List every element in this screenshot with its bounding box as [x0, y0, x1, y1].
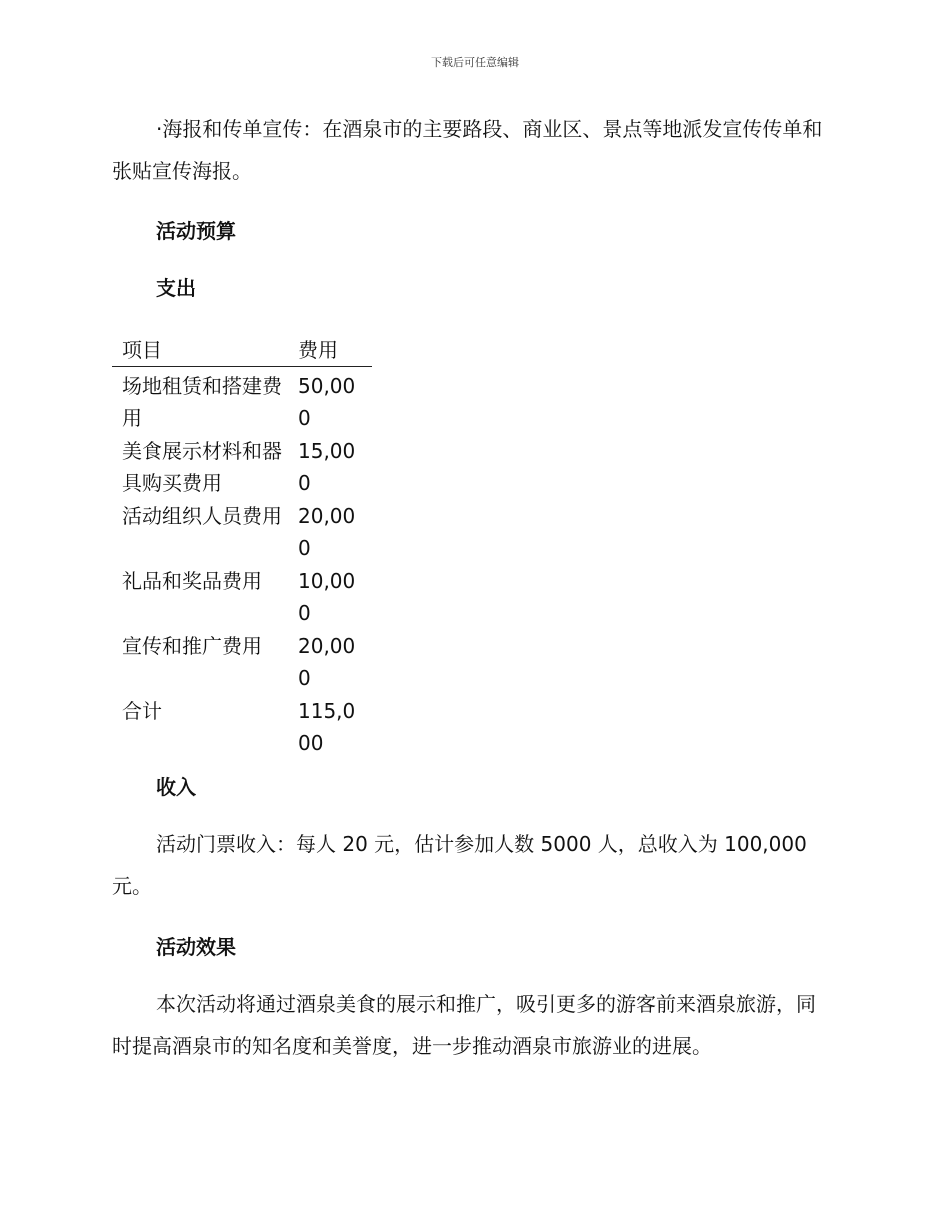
table-header-item: 项目: [112, 334, 288, 367]
page-header: 下载后可任意编辑: [431, 56, 519, 69]
table-cell-item: 礼品和奖品费用: [122, 569, 262, 593]
effect-heading: 活动效果: [156, 935, 236, 959]
table-cell-cost: 20,000: [298, 504, 356, 560]
table-cell-item: 场地租赁和搭建费用: [122, 374, 282, 430]
table-row: [112, 500, 372, 565]
table-row: [112, 565, 372, 630]
table-cell-cost: 20,000: [298, 634, 356, 690]
budget-heading: 活动预算: [156, 219, 236, 243]
table-row-total: [112, 695, 372, 760]
table-cell-cost: 15,000: [298, 439, 356, 495]
effect-paragraph: 本次活动将通过酒泉美食的展示和推广，吸引更多的游客前来酒泉旅游，同时提高酒泉市的知名度和美誉度，进一步推动酒泉市旅游业的进展。: [112, 992, 816, 1058]
table-cell-cost: 50,000: [298, 374, 356, 430]
table-cell-cost: 115,000: [298, 699, 356, 755]
table-cell-item: 美食展示材料和器具购买费用: [122, 439, 282, 495]
table-cell-item: 活动组织人员费用: [122, 504, 282, 528]
table-header-cost: 费用: [288, 334, 372, 367]
table-row: [112, 435, 372, 500]
table-row: [112, 630, 372, 695]
table-cell-item: 宣传和推广费用: [122, 634, 262, 658]
table-cell-cost: 10,000: [298, 569, 356, 625]
table-header-row: [112, 334, 372, 367]
table-row: [112, 367, 372, 436]
income-heading: 收入: [156, 775, 196, 799]
expense-heading: 支出: [156, 276, 196, 300]
expense-table: [112, 334, 372, 760]
promo-paragraph: ·海报和传单宣传：在酒泉市的主要路段、商业区、景点等地派发宣传传单和张贴宣传海报。: [112, 117, 823, 183]
table-cell-item: 合计: [122, 699, 162, 723]
income-paragraph: 活动门票收入：每人 20 元，估计参加人数 5000 人，总收入为 100,000 元。: [112, 832, 807, 898]
